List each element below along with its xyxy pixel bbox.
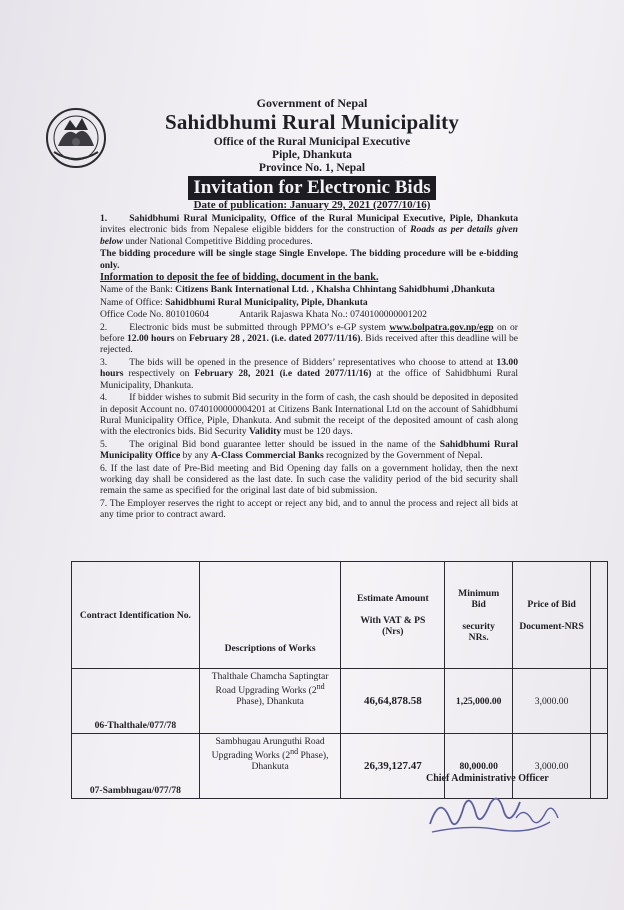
row-contract-id: 07-Sambhugau/077/78 [72, 734, 200, 799]
paragraph-4: 4. If bidder wishes to submit Bid security in the form of cash, the cash should be deposited in deposited in deposit Account no. 0740100000004201 at Citizens Bank International Ltd on the account of Sahidbhumi Rural Municipality Office, Piple, Dhankuta. And submit the receipt of the deposited amount of cash along with the electronics bids. Bid Security Validity must be 120 days. [100, 392, 518, 438]
notice-body [100, 213, 518, 522]
paragraph-6: 6. If the last date of Pre-Bid meeting and Bid Opening day falls on a government holiday, then the next working day shall be considered as the last date. In such case the validity period of the bid security shall remain the same as specified for the original last date of bid submission. [100, 462, 518, 497]
bids-table [71, 561, 608, 799]
header-estimate: Estimate Amount With VAT & PS (Nrs) [341, 562, 445, 669]
handwritten-signature-icon [420, 784, 570, 844]
row-estimate: 46,64,878.58 [341, 669, 445, 734]
header-description: Descriptions of Works [199, 562, 341, 669]
row-contract-id: 06-Thalthale/077/78 [72, 669, 200, 734]
header-contract-id: Contract Identification No. [72, 562, 200, 669]
row-blank [591, 734, 608, 799]
publication-date: Date of publication: January 29, 2021 (2077/10/16) [193, 199, 431, 211]
municipality-title: Sahidbhumi Rural Municipality [164, 110, 460, 134]
province-line: Province No. 1, Nepal [258, 162, 366, 174]
table-row [72, 669, 608, 734]
office-code-line: Office Code No. 801010604 Antarik Rajaswa Khata No.: 0740100000001202 [100, 309, 427, 321]
deposit-info-heading: Information to deposit the fee of bidding, document in the bank. [100, 272, 379, 284]
row-security: 80,000.00 [445, 734, 513, 799]
row-description: Sambhugau Arunguthi Road Upgrading Works (2nd Phase), Dhankuta [199, 734, 341, 799]
header-price: Price of Bid Document-NRS [513, 562, 591, 669]
table-header-row [72, 562, 608, 669]
office-name-line: Name of Office: Sahidbhumi Rural Municipality, Piple, Dhankuta [100, 296, 368, 308]
government-line: Government of Nepal [256, 96, 368, 110]
row-blank [591, 669, 608, 734]
paragraph-1-procedure: The bidding procedure will be single stage Single Envelope. The bidding procedure will be e-bidding only. [100, 248, 518, 271]
paragraph-5: 5. The original Bid bond guarantee letter should be issued in the name of the Sahidbhumi Rural Municipality Office by any A-Class Commercial Banks recognized by the Government of Nepal. [100, 438, 518, 462]
paragraph-7: 7. The Employer reserves the right to accept or reject any bid, and to annul the process and reject all bids at any time prior to contract award. [100, 497, 518, 521]
header-blank [591, 562, 608, 669]
signatory-title: Chief Administrative Officer [426, 773, 549, 784]
header-security: Minimum Bid security NRs. [445, 562, 513, 669]
row-price: 3,000.00 [513, 669, 591, 734]
row-security: 1,25,000.00 [445, 669, 513, 734]
paragraph-1: 1. Sahidbhumi Rural Municipality, Office of the Rural Municipal Executive, Piple, Dhankuta invites electronic bids from Nepalese eligible bidders for the construction of Roads as per details given below under National Competitive Bidding procedures. [100, 213, 518, 247]
row-estimate: 26,39,127.47 [341, 734, 445, 799]
row-description: Thalthale Chamcha Saptingtar Road Upgrading Works (2nd Phase), Dhankuta [199, 669, 341, 734]
bank-name-line: Name of the Bank: Citizens Bank International Ltd. , Khalsha Chhintang Sahidbhumi ,Dhankuta [100, 284, 495, 296]
paragraph-3: 3. The bids will be opened in the presence of Bidders’ representatives who choose to attend at 13.00 hours respectively on February 28, 2021 (i.e dated 2077/11/16) at the office of Sahidbhumi Rural Municipality, Dhankuta. [100, 356, 518, 391]
banner-wrap [0, 176, 624, 200]
paragraph-2: 2. Electronic bids must be submitted through PPMO’s e-GP system www.bolpatra.gov.np/egp on or before 12.00 hours on February 28 , 2021. (i.e. dated 2077/11/16). Bids received after this deadline will be rejected. [100, 321, 519, 356]
notice-banner: Invitation for Electronic Bids [188, 176, 435, 200]
office-line: Office of the Rural Municipal Executive [213, 136, 411, 148]
address-line: Piple, Dhankuta [272, 149, 352, 161]
row-price: 3,000.00 [513, 734, 591, 799]
